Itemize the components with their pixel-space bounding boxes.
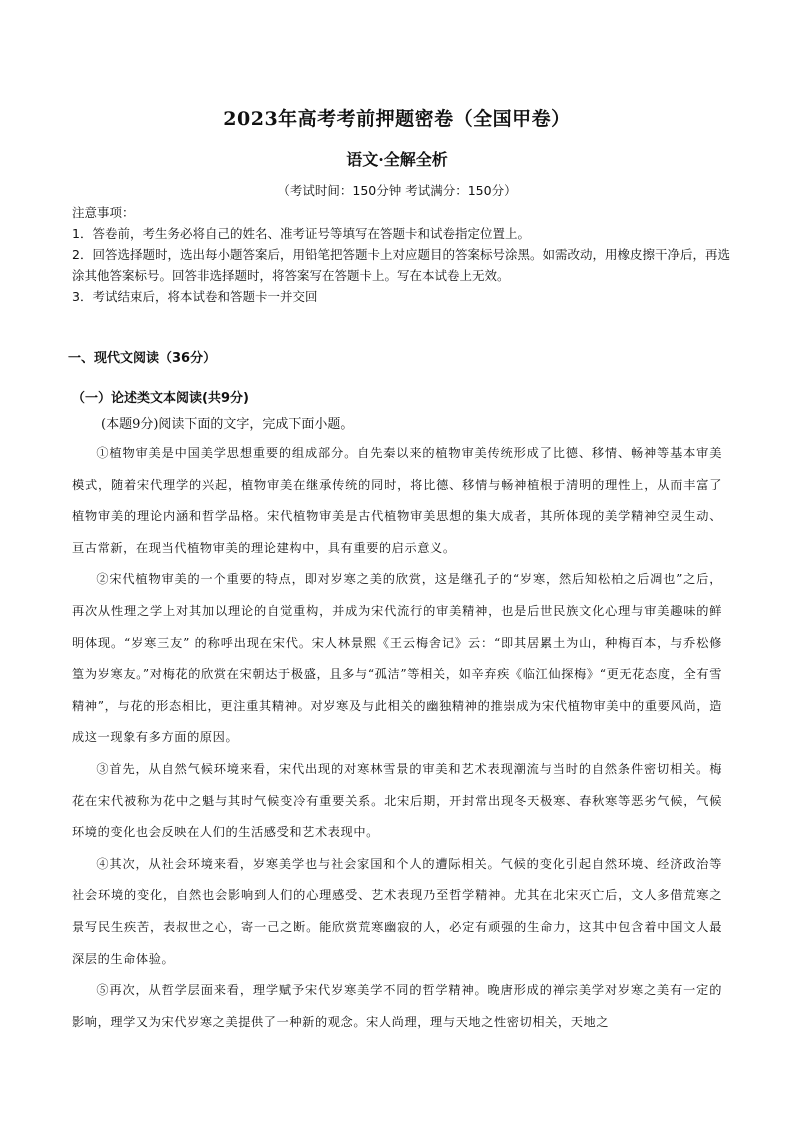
question-intro: (本题9分)阅读下面的文字，完成下面小题。 xyxy=(101,417,354,432)
reading-passage xyxy=(72,438,722,1038)
exam-info: （考试时间：150分钟 考试满分：150分） xyxy=(277,183,517,198)
subsection-heading: （一）论述类文本阅读(共9分) xyxy=(72,391,249,406)
paragraph-5: ⑤再次，从哲学层面来看，理学赋予宋代岁寒美学不同的哲学精神。晚唐形成的禅宗美学对岁寒之美有一定的影响，理学又为宋代岁寒之美提供了一种新的观念。宋人尚理，理与天地之性密切相关，天地之 xyxy=(72,983,722,1029)
notice-item-3: 3．考试结束后，将本试卷和答题卡一并交回 xyxy=(72,289,318,304)
notice-item-1: 1．答卷前，考生务必将自己的姓名、准考证号等填写在答题卡和试卷指定位置上。 xyxy=(72,226,530,241)
notice-heading: 注意事项： xyxy=(72,205,135,220)
paragraph-1: ①植物审美是中国美学思想重要的组成部分。自先秦以来的植物审美传统形成了比德、移情、畅神等基本审美模式，随着宋代理学的兴起，植物审美在继承传统的同时，将比德、移情与畅神植根于清明的理性上，从而丰富了植物审美的理论内涵和哲学品格。宋代植物审美是古代植物审美思想的集大成者，其所体现的美学精神空灵生动、亘古常新，在现当代植物审美的理论建构中，具有重要的启示意义。 xyxy=(72,446,722,555)
document-subtitle: 语文·全解全析 xyxy=(346,150,448,169)
notice-item-2: 2．回答选择题时，选出每小题答案后，用铅笔把答题卡上对应题目的答案标号涂黑。如需改动，用橡皮擦干净后，再选涂其他答案标号。回答非选择题时，将答案写在答题卡上。写在本试卷上无效。 xyxy=(72,247,730,283)
paragraph-4: ④其次，从社会环境来看，岁寒美学也与社会家国和个人的遭际相关。气候的变化引起自然环境、经济政治等社会环境的变化，自然也会影响到人们的心理感受、艺术表现乃至哲学精神。尤其在北宋灭亡后，文人多借荒寒之景写民生疾苦，表叔世之心，寄一己之断。能欣赏荒寒幽寂的人，必定有顽强的生命力，这其中包含着中国文人最深层的生命体验。 xyxy=(72,856,722,966)
document-title: 2023年高考考前押题密卷（全国甲卷） xyxy=(223,108,571,130)
paragraph-3: ③首先，从自然气候环境来看，宋代出现的对寒林雪景的审美和艺术表现潮流与当时的自然条件密切相关。梅花在宋代被称为花中之魁与其时气候变冷有重要关系。北宋后期，开封常出现冬天极寒、春秋寒等恶劣气候，气候环境的变化也会反映在人们的生活感受和艺术表现中。 xyxy=(72,761,722,840)
section-heading: 一、现代文阅读（36分） xyxy=(68,351,217,366)
notice-block xyxy=(72,202,732,307)
paragraph-2: ②宋代植物审美的一个重要的特点，即对岁寒之美的欣赏，这是继孔子的“岁寒，然后知松柏之后凋也”之后，再次从性理之学上对其加以理论的自觉重构，并成为宋代流行的审美精神，也是后世民族文化心理与审美趣味的鲜明体现。“岁寒三友” 的称呼出现在宋代。宋人林景熙《王云梅舍记》云：“即其居累土为山，种梅百本，与乔松修篁为岁寒友。”对梅花的欣赏在宋朝达于极盛，且多与“孤洁”等相关，如辛弃疾《临江仙探梅》“更无花态度，全有雪精神”，与花的形态相比，更注重其精神。对岁寒及与此相关的幽独精神的推崇成为宋代植物审美中的重要风尚，造成这一现象有多方面的原因。 xyxy=(72,572,722,745)
